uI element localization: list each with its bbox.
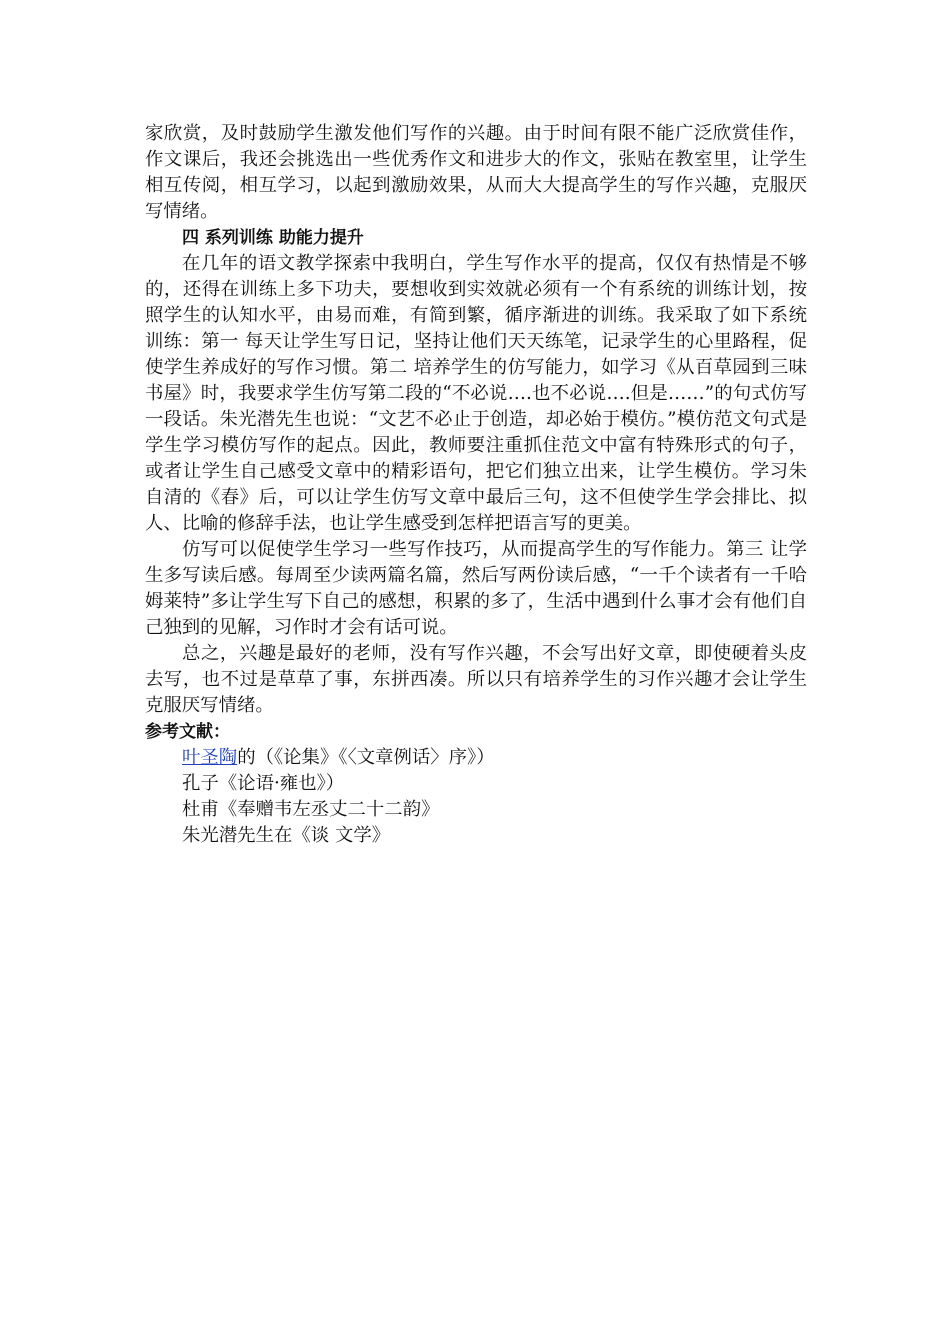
paragraph-conclusion: 总之，兴趣是最好的老师，没有写作兴趣，不会写出好文章，即使硬着头皮去写，也不过是草草了事，东拼西凑。所以只有培养学生的习作兴趣才会让学生克服厌写情绪。: [145, 643, 807, 716]
paragraph-continuation: 家欣赏，及时鼓励学生激发他们写作的兴趣。由于时间有限不能广泛欣赏佳作，作文课后，我还会挑选出一些优秀作文和进步大的作文，张贴在教室里，让学生相互传阅，相互学习，以起到激励效果，从而大大提高学生的写作兴趣，克服厌写情绪。: [145, 123, 807, 222]
reference-item: 杜甫《奉赠韦左丞丈二十二韵》: [182, 799, 440, 820]
references-title: 参考文献：: [145, 722, 230, 742]
section-heading: 四 系列训练 助能力提升: [182, 228, 364, 248]
reference-item: 朱光潜先生在《谈 文学》: [182, 825, 391, 846]
paragraph-training: 在几年的语文教学探索中我明白，学生写作水平的提高，仅仅有热情是不够的，还得在训练上多下功夫，要想收到实效就必须有一个有系统的训练计划，按照学生的认知水平，由易而难，有简到繁，循序渐进的训练。我采取了如下系统训练：第一 每天让学生写日记，坚持让他们天天练笔，记录学生的心里路程，促使学生养成好的写作习惯。第二 培养学生的仿写能力，如学习《从百草园到三味书屋》时，我要求学生仿写第二段的“不必说….也不必说….但是……”的句式仿写一段话。朱光潜先生也说：“文艺不必止于创造，却必始于模仿。”模仿范文句式是学生学习模仿写作的起点。因此，教师要注重抓住范文中富有特殊形式的句子，或者让学生自己感受文章中的精彩语句，把它们独立出来，让学生模仿。学习朱自清的《春》后，可以让学生仿写文章中最后三句，这不但使学生学会排比、拟人、比喻的修辞手法，也让学生感受到怎样把语言写的更美。: [145, 253, 807, 534]
reference-item: [145, 745, 807, 771]
paragraph-imitation: 仿写可以促使学生学习一些写作技巧，从而提高学生的写作能力。第三 让学生多写读后感。每周至少读两篇名篇，然后写两份读后感，“一千个读者有一千哈姆莱特”多让学生写下自己的感想，积累的多了，生活中遇到什么事才会有他们自己独到的见解，习作时才会有话可说。: [145, 539, 807, 638]
document-page: [145, 121, 807, 849]
reference-author-link[interactable]: 叶圣陶: [182, 747, 238, 768]
reference-item: 孔子《论语·雍也》）: [182, 773, 345, 794]
reference-item-text: 的（《论集》《〈文章例话〉序》）: [237, 747, 495, 768]
